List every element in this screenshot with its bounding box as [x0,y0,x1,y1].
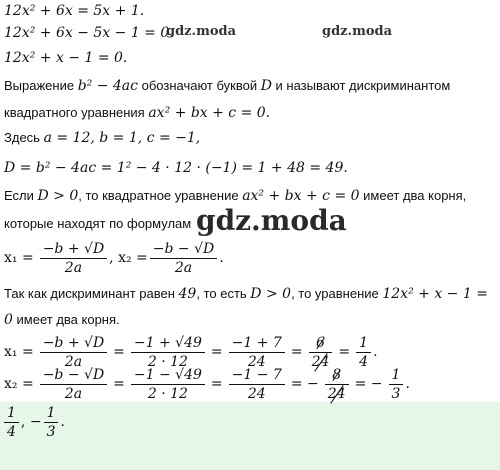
numerator: 1 [356,335,371,353]
period: . [405,376,410,392]
fraction-reduced [309,335,333,370]
equation-line-1: 12x² + 6x = 5x + 1. [4,3,145,19]
equals-sign: = [113,376,125,392]
equals-sign: = [210,376,223,392]
math-segment: ax² + bx + c = 0. [148,105,271,121]
text-line-discriminant-def [4,78,450,94]
equals-minus-sign: = − [290,376,319,392]
equals-sign: = [290,344,303,360]
answer-band [0,402,500,470]
denominator: 2a [64,385,83,402]
text-segment: Выражение [4,78,78,93]
denominator: 24 [247,353,266,370]
watermark: gdz.moda [322,24,393,39]
period: . [219,250,224,266]
text-segment: , то квадратное уравнение [78,188,243,203]
equals-sign: = [210,344,223,360]
numerator: 1 [4,405,19,423]
math-segment: ax² + bx + c = 0 [242,188,360,204]
text-line-coefficients [4,130,200,146]
math-segment: D > 0 [250,286,292,302]
x2-computation [0,366,410,402]
fraction [131,335,205,370]
numerator: −1 − 7 [229,367,285,385]
struck-numerator: 8 [332,366,342,383]
fraction [44,405,59,440]
x1-label: x₁ = [4,250,34,266]
denominator: 4 [7,423,16,440]
numerator: −1 + 7 [229,335,285,353]
equals-sign: = [113,344,125,360]
denominator: 2a [174,259,193,276]
separator: , − [20,414,42,430]
x1-computation [0,334,378,370]
root-formulas [0,240,224,276]
text-line-quadratic [4,105,270,121]
text-segment: обозначают буквой [138,78,261,93]
fraction [4,405,19,440]
text-line-conclusion [4,286,488,302]
denominator: 2 · 12 [147,353,188,370]
denominator: 2a [64,259,83,276]
text-segment: , то есть [196,286,251,301]
x2-label: , x₂ = [109,250,148,266]
fraction-reduced [325,367,349,402]
text-segment: , то уравнение [291,286,383,301]
watermark: gdz.moda [166,24,237,39]
equals-minus-sign: = − [354,376,383,392]
equals-sign: = [338,344,351,360]
answer [2,404,65,440]
numerator: −1 + √49 [131,335,205,353]
numerator: 1 [389,367,404,385]
math-segment: b² − 4ac [77,78,138,94]
text-line-formulas-intro: которые находят по формулам [4,216,192,231]
denominator: 4 [359,353,369,370]
denominator: 3 [391,385,401,402]
struck-numerator: 6 [316,334,325,351]
numerator: −1 − √49 [131,367,205,385]
text-segment: Если [4,188,38,203]
fraction [356,335,371,370]
fraction [389,367,404,402]
discriminant-calc: D = b² − 4ac = 1² − 4 · 12 · (−1) = 1 + 48 = 49. [4,160,348,176]
math-segment: D [260,78,272,94]
fraction [40,241,107,276]
numerator: 1 [44,405,59,423]
text-segment: имеет два корня, [359,188,467,203]
numerator: −b + √D [40,241,107,259]
numerator: −b − √D [40,367,107,385]
text-line-conclusion-cont [4,312,120,328]
text-segment: и называют дискриминантом [271,78,451,93]
denominator: 24 [247,385,266,402]
math-segment: 12x² + x − 1 = [382,286,488,302]
math-segment: 0 [4,312,13,328]
x2-label: x₂ = [4,376,34,392]
fraction [40,335,107,370]
equation-line-2: 12x² + 6x − 5x − 1 = 0. [4,25,174,41]
fraction [150,241,217,276]
fraction [40,367,107,402]
denominator: 2a [64,353,83,370]
numerator: −b + √D [40,335,107,353]
fraction [131,367,205,402]
text-segment: Так как дискриминант равен [4,286,179,301]
text-segment: Здесь [4,130,44,145]
text-line-two-roots [4,188,466,204]
denominator: 3 [46,423,56,440]
text-segment: имеет два корня. [12,312,120,327]
fraction [229,367,285,402]
math-segment: a = 12, b = 1, c = −1, [43,130,201,146]
period: . [60,414,65,430]
struck-denominator: 24 [311,353,330,370]
fraction [229,335,285,370]
denominator: 2 · 12 [147,385,188,402]
math-segment: D > 0 [37,188,79,204]
numerator: −b − √D [150,241,217,259]
equation-line-3: 12x² + x − 1 = 0. [4,50,128,66]
watermark-large: gdz.moda [196,204,347,237]
math-segment: 49 [178,286,197,302]
text-segment: квадратного уравнения [4,105,149,120]
x1-label: x₁ = [4,344,34,360]
struck-denominator: 24 [327,385,346,402]
period: . [373,344,378,360]
